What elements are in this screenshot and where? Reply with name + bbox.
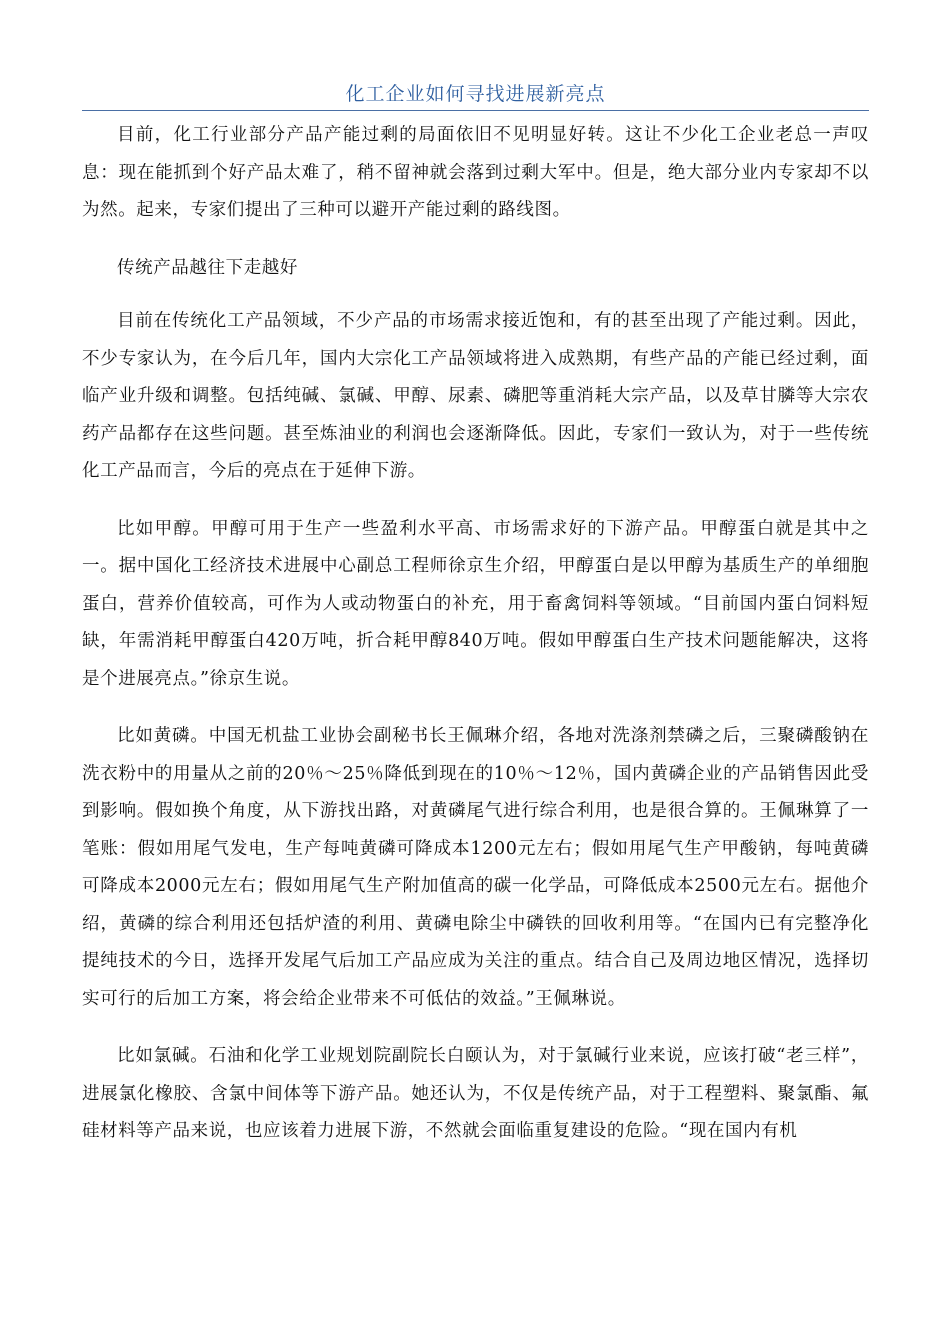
article-body <box>82 117 869 1171</box>
paragraph-yellow-phosphorus: 比如黄磷。中国无机盐工业协会副秘书长王佩琳介绍，各地对洗涤剂禁磷之后，三聚磷酸钠在洗衣粉中的用量从之前的20％～25％降低到现在的10％～12％，国内黄磷企业的产品销售因此受到影响。假如换个角度，从下游找出路，对黄磷尾气进行综合利用，也是很合算的。王佩琳算了一笔账：假如用尾气发电，生产每吨黄磷可降成本1200元左右；假如用尾气生产甲酸钠，每吨黄磷可降成本2000元左右；假如用尾气生产附加值高的碳一化学品，可降低成本2500元左右。据他介绍，黄磷的综合利用还包括炉渣的利用、黄磷电除尘中磷铁的回收利用等。“在国内已有完整净化提纯技术的今日，选择开发尾气后加工产品应成为关注的重点。结合自己及周边地区情况，选择切实可行的后加工方案，将会给企业带来不可低估的效益。”王佩琳说。 <box>82 726 869 1009</box>
paragraph-intro: 目前，化工行业部分产品产能过剩的局面依旧不见明显好转。这让不少化工企业老总一声叹息：现在能抓到个好产品太难了，稍不留神就会落到过剩大军中。但是，绝大部分业内专家却不以为然。起来，专家们提出了三种可以避开产能过剩的路线图。 <box>82 125 869 220</box>
page-title: 化工企业如何寻找进展新亮点 <box>345 83 606 105</box>
paragraph-traditional-products: 目前在传统化工产品领域，不少产品的市场需求接近饱和，有的甚至出现了产能过剩。因此，不少专家认为，在今后几年，国内大宗化工产品领域将进入成熟期，有些产品的产能已经过剩，面临产业升级和调整。包括纯碱、氯碱、甲醇、尿素、磷肥等重消耗大宗产品，以及草甘膦等大宗农药产品都存在这些问题。甚至炼油业的利润也会逐渐降低。因此，专家们一致认为，对于一些传统化工产品而言，今后的亮点在于延伸下游。 <box>82 311 869 481</box>
paragraph-methanol: 比如甲醇。甲醇可用于生产一些盈利水平高、市场需求好的下游产品。甲醇蛋白就是其中之一。据中国化工经济技术进展中心副总工程师徐京生介绍，甲醇蛋白是以甲醇为基质生产的单细胞蛋白，营养价值较高，可作为人或动物蛋白的补充，用于畜禽饲料等领域。“目前国内蛋白饲料短缺，年需消耗甲醇蛋白420万吨，折合耗甲醇840万吨。假如甲醇蛋白生产技术问题能解决，这将是个进展亮点。”徐京生说。 <box>82 518 869 689</box>
section-subheading: 传统产品越往下走越好 <box>117 257 298 278</box>
page-header <box>82 80 869 111</box>
paragraph-chlor-alkali: 比如氯碱。石油和化学工业规划院副院长白颐认为，对于氯碱行业来说，应该打破“老三样”，进展氯化橡胶、含氯中间体等下游产品。她还认为，不仅是传统产品，对于工程塑料、聚氯酯、氟硅材料等产品来说，也应该着力进展下游，不然就会面临重复建设的危险。“现在国内有机 <box>82 1046 869 1141</box>
